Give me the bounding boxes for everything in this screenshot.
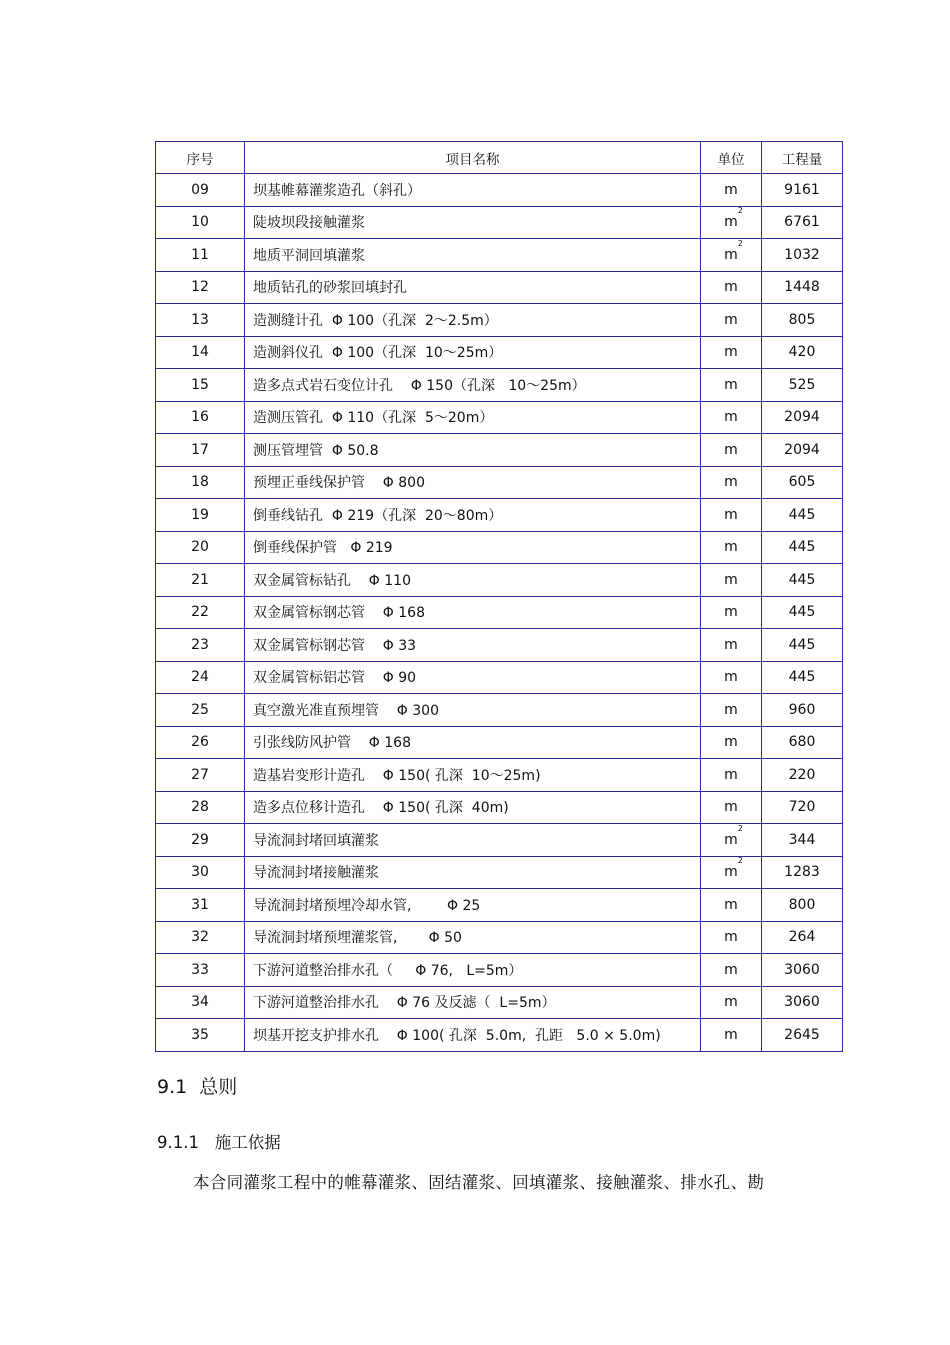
table-row xyxy=(156,921,843,954)
unit-wrap xyxy=(724,669,738,685)
table-row xyxy=(156,174,843,207)
unit-text: m xyxy=(724,474,738,491)
cell-name xyxy=(245,759,701,792)
cell-name-text: 导流洞封堵预埋冷却水管, Φ 25 xyxy=(253,897,481,914)
unit-text: m xyxy=(724,506,738,523)
cell-unit xyxy=(701,986,762,1019)
cell-seq: 31 xyxy=(156,889,245,922)
table-row xyxy=(156,531,843,564)
cell-unit xyxy=(701,694,762,727)
unit-text: m xyxy=(724,214,738,231)
cell-name-text: 地质钻孔的砂浆回填封孔 xyxy=(253,280,407,297)
unit-text: m xyxy=(724,994,738,1011)
cell-qty: 1283 xyxy=(762,856,843,889)
cell-name-text: 坝基开挖支护排水孔 Φ 100( 孔深 5.0m, 孔距 5.0 × 5.0m) xyxy=(253,1027,661,1044)
unit-text: m xyxy=(724,344,738,361)
unit-wrap xyxy=(724,474,738,490)
unit-text: m xyxy=(724,636,738,653)
cell-name-text: 真空激光准直预埋管 Φ 300 xyxy=(253,702,439,719)
table-row xyxy=(156,694,843,727)
cell-qty: 420 xyxy=(762,336,843,369)
table-body xyxy=(156,174,843,1052)
table-row xyxy=(156,466,843,499)
cell-unit xyxy=(701,174,762,207)
cell-unit xyxy=(701,856,762,889)
section-heading: 9.1 总则 xyxy=(157,1076,238,1098)
cell-name xyxy=(245,889,701,922)
cell-seq: 16 xyxy=(156,401,245,434)
cell-seq: 25 xyxy=(156,694,245,727)
cell-name xyxy=(245,824,701,857)
cell-unit xyxy=(701,791,762,824)
cell-name-text: 下游河道整治排水孔 Φ 76 及反滤（ L=5m） xyxy=(253,995,556,1012)
unit-text: m xyxy=(724,181,738,198)
table-row xyxy=(156,954,843,987)
unit-text: m xyxy=(724,376,738,393)
cell-name xyxy=(245,206,701,239)
cell-seq: 27 xyxy=(156,759,245,792)
unit-wrap xyxy=(724,409,738,425)
table-row xyxy=(156,824,843,857)
cell-qty: 445 xyxy=(762,531,843,564)
cell-seq: 14 xyxy=(156,336,245,369)
unit-text: m xyxy=(724,571,738,588)
cell-name-text: 双金属管标钢芯管 Φ 33 xyxy=(253,637,417,654)
unit-text: m xyxy=(724,734,738,751)
cell-name xyxy=(245,564,701,597)
unit-wrap xyxy=(724,897,738,913)
cell-unit xyxy=(701,661,762,694)
unit-wrap xyxy=(724,734,738,750)
unit-text: m xyxy=(724,799,738,816)
cell-name xyxy=(245,239,701,272)
cell-qty: 680 xyxy=(762,726,843,759)
unit-text: m xyxy=(724,279,738,296)
table-row xyxy=(156,1019,843,1052)
unit-wrap xyxy=(724,994,738,1010)
cell-name-text: 引张线防风护管 Φ 168 xyxy=(253,735,411,752)
cell-name-text: 倒垂线保护管 Φ 219 xyxy=(253,540,393,557)
cell-unit xyxy=(701,726,762,759)
cell-seq: 24 xyxy=(156,661,245,694)
cell-name xyxy=(245,726,701,759)
cell-qty: 720 xyxy=(762,791,843,824)
cell-name-text: 造测压管孔 Φ 110（孔深 5～20m） xyxy=(253,410,494,427)
cell-unit xyxy=(701,206,762,239)
cell-seq: 09 xyxy=(156,174,245,207)
unit-wrap xyxy=(724,799,738,815)
header-unit: 单位 xyxy=(701,142,762,174)
table-row xyxy=(156,856,843,889)
cell-unit xyxy=(701,889,762,922)
cell-name-text: 坝基帷幕灌浆造孔（斜孔） xyxy=(253,182,421,199)
cell-unit xyxy=(701,304,762,337)
cell-qty: 3060 xyxy=(762,954,843,987)
cell-name xyxy=(245,629,701,662)
cell-name xyxy=(245,499,701,532)
cell-name-text: 测压管埋管 Φ 50.8 xyxy=(253,442,379,459)
unit-wrap xyxy=(724,823,743,848)
unit-superscript: 2 xyxy=(737,206,743,216)
unit-text: m xyxy=(724,246,738,263)
cell-name xyxy=(245,304,701,337)
cell-seq: 22 xyxy=(156,596,245,629)
unit-text: m xyxy=(724,409,738,426)
unit-wrap xyxy=(724,344,738,360)
cell-name-text: 造测缝计孔 Φ 100（孔深 2～2.5m） xyxy=(253,312,498,329)
unit-wrap xyxy=(724,572,738,588)
cell-unit xyxy=(701,239,762,272)
cell-name-text: 双金属管标钢芯管 Φ 168 xyxy=(253,605,425,622)
cell-qty: 3060 xyxy=(762,986,843,1019)
cell-unit xyxy=(701,466,762,499)
unit-wrap xyxy=(724,702,738,718)
cell-name xyxy=(245,856,701,889)
cell-unit xyxy=(701,1019,762,1052)
cell-name xyxy=(245,466,701,499)
table-row xyxy=(156,661,843,694)
cell-unit xyxy=(701,499,762,532)
cell-qty: 264 xyxy=(762,921,843,954)
table-row xyxy=(156,889,843,922)
unit-text: m xyxy=(724,701,738,718)
cell-seq: 29 xyxy=(156,824,245,857)
cell-seq: 13 xyxy=(156,304,245,337)
cell-name-text: 预埋正垂线保护管 Φ 800 xyxy=(253,475,425,492)
unit-wrap xyxy=(724,206,743,231)
cell-seq: 10 xyxy=(156,206,245,239)
body-paragraph: 本合同灌浆工程中的帷幕灌浆、固结灌浆、回填灌浆、接触灌浆、排水孔、勘 xyxy=(193,1173,765,1192)
unit-wrap xyxy=(724,442,738,458)
cell-qty: 960 xyxy=(762,694,843,727)
cell-name-text: 造多点式岩石变位计孔 Φ 150（孔深 10～25m） xyxy=(253,377,586,394)
table-row xyxy=(156,271,843,304)
unit-text: m xyxy=(724,669,738,686)
cell-name xyxy=(245,434,701,467)
cell-seq: 33 xyxy=(156,954,245,987)
cell-name xyxy=(245,369,701,402)
cell-unit xyxy=(701,596,762,629)
table-row xyxy=(156,596,843,629)
cell-name-text: 陡坡坝段接触灌浆 xyxy=(253,215,365,232)
cell-qty: 2094 xyxy=(762,401,843,434)
cell-qty: 445 xyxy=(762,661,843,694)
unit-superscript: 2 xyxy=(737,823,743,833)
unit-text: m xyxy=(724,539,738,556)
cell-qty: 2645 xyxy=(762,1019,843,1052)
cell-qty: 445 xyxy=(762,564,843,597)
unit-text: m xyxy=(724,929,738,946)
header-qty: 工程量 xyxy=(762,142,843,174)
unit-text: m xyxy=(724,311,738,328)
cell-name xyxy=(245,336,701,369)
cell-name xyxy=(245,661,701,694)
subsection-heading: 9.1.1 施工依据 xyxy=(157,1133,281,1152)
unit-text: m xyxy=(724,864,738,881)
unit-superscript: 2 xyxy=(737,238,743,248)
cell-seq: 17 xyxy=(156,434,245,467)
quantity-table xyxy=(155,141,843,1052)
cell-qty: 445 xyxy=(762,596,843,629)
cell-unit xyxy=(701,401,762,434)
cell-name-text: 双金属管标铝芯管 Φ 90 xyxy=(253,670,417,687)
unit-wrap xyxy=(724,238,743,263)
unit-wrap xyxy=(724,1027,738,1043)
cell-seq: 11 xyxy=(156,239,245,272)
table-row xyxy=(156,564,843,597)
cell-name xyxy=(245,954,701,987)
cell-qty: 525 xyxy=(762,369,843,402)
header-name: 项目名称 xyxy=(245,142,701,174)
cell-unit xyxy=(701,369,762,402)
cell-unit xyxy=(701,434,762,467)
unit-text: m xyxy=(724,961,738,978)
cell-seq: 15 xyxy=(156,369,245,402)
cell-unit xyxy=(701,564,762,597)
cell-name-text: 导流洞封堵回填灌浆 xyxy=(253,832,379,849)
cell-name xyxy=(245,791,701,824)
unit-wrap xyxy=(724,767,738,783)
table-row xyxy=(156,629,843,662)
unit-text: m xyxy=(724,766,738,783)
unit-text: m xyxy=(724,1026,738,1043)
table-row xyxy=(156,401,843,434)
unit-wrap xyxy=(724,312,738,328)
unit-text: m xyxy=(724,831,738,848)
cell-name-text: 导流洞封堵接触灌浆 xyxy=(253,865,379,882)
table-row xyxy=(156,499,843,532)
cell-qty: 6761 xyxy=(762,206,843,239)
table-row xyxy=(156,986,843,1019)
table-row xyxy=(156,206,843,239)
cell-name xyxy=(245,174,701,207)
unit-wrap xyxy=(724,856,743,881)
unit-wrap xyxy=(724,279,738,295)
cell-seq: 34 xyxy=(156,986,245,1019)
cell-seq: 32 xyxy=(156,921,245,954)
cell-unit xyxy=(701,271,762,304)
cell-unit xyxy=(701,824,762,857)
table-row xyxy=(156,759,843,792)
cell-seq: 12 xyxy=(156,271,245,304)
cell-qty: 800 xyxy=(762,889,843,922)
cell-unit xyxy=(701,531,762,564)
table-row xyxy=(156,726,843,759)
cell-name-text: 导流洞封堵预埋灌浆管, Φ 50 xyxy=(253,930,462,947)
unit-text: m xyxy=(724,604,738,621)
table-row xyxy=(156,239,843,272)
cell-name-text: 下游河道整治排水孔（ Φ 76, L=5m） xyxy=(253,962,523,979)
header-seq: 序号 xyxy=(156,142,245,174)
unit-wrap xyxy=(724,539,738,555)
cell-unit xyxy=(701,629,762,662)
cell-name-text: 造测斜仪孔 Φ 100（孔深 10～25m） xyxy=(253,345,503,362)
unit-wrap xyxy=(724,182,738,198)
cell-name xyxy=(245,986,701,1019)
cell-qty: 9161 xyxy=(762,174,843,207)
cell-qty: 605 xyxy=(762,466,843,499)
cell-name-text: 造多点位移计造孔 Φ 150( 孔深 40m) xyxy=(253,800,509,817)
unit-wrap xyxy=(724,637,738,653)
cell-seq: 21 xyxy=(156,564,245,597)
table-row xyxy=(156,336,843,369)
cell-qty: 1448 xyxy=(762,271,843,304)
unit-text: m xyxy=(724,441,738,458)
cell-qty: 445 xyxy=(762,499,843,532)
cell-qty: 2094 xyxy=(762,434,843,467)
cell-name xyxy=(245,1019,701,1052)
table-row xyxy=(156,434,843,467)
cell-seq: 35 xyxy=(156,1019,245,1052)
cell-seq: 23 xyxy=(156,629,245,662)
cell-name xyxy=(245,694,701,727)
unit-text: m xyxy=(724,896,738,913)
cell-name-text: 双金属管标钻孔 Φ 110 xyxy=(253,572,411,589)
cell-qty: 805 xyxy=(762,304,843,337)
unit-superscript: 2 xyxy=(737,856,743,866)
cell-unit xyxy=(701,954,762,987)
cell-name xyxy=(245,271,701,304)
unit-wrap xyxy=(724,604,738,620)
cell-seq: 20 xyxy=(156,531,245,564)
cell-seq: 26 xyxy=(156,726,245,759)
table-header-row xyxy=(156,142,843,174)
cell-qty: 344 xyxy=(762,824,843,857)
cell-seq: 28 xyxy=(156,791,245,824)
cell-name xyxy=(245,531,701,564)
cell-seq: 19 xyxy=(156,499,245,532)
table-row xyxy=(156,304,843,337)
unit-wrap xyxy=(724,507,738,523)
cell-name-text: 地质平洞回填灌浆 xyxy=(253,247,365,264)
cell-unit xyxy=(701,921,762,954)
unit-wrap xyxy=(724,962,738,978)
cell-unit xyxy=(701,759,762,792)
cell-name xyxy=(245,401,701,434)
cell-qty: 1032 xyxy=(762,239,843,272)
table-row xyxy=(156,369,843,402)
unit-wrap xyxy=(724,929,738,945)
unit-wrap xyxy=(724,377,738,393)
cell-name-text: 造基岩变形计造孔 Φ 150( 孔深 10～25m) xyxy=(253,767,541,784)
cell-name xyxy=(245,596,701,629)
cell-seq: 18 xyxy=(156,466,245,499)
cell-unit xyxy=(701,336,762,369)
cell-seq: 30 xyxy=(156,856,245,889)
cell-name xyxy=(245,921,701,954)
cell-qty: 220 xyxy=(762,759,843,792)
cell-qty: 445 xyxy=(762,629,843,662)
table-row xyxy=(156,791,843,824)
cell-name-text: 倒垂线钻孔 Φ 219（孔深 20～80m） xyxy=(253,507,503,524)
